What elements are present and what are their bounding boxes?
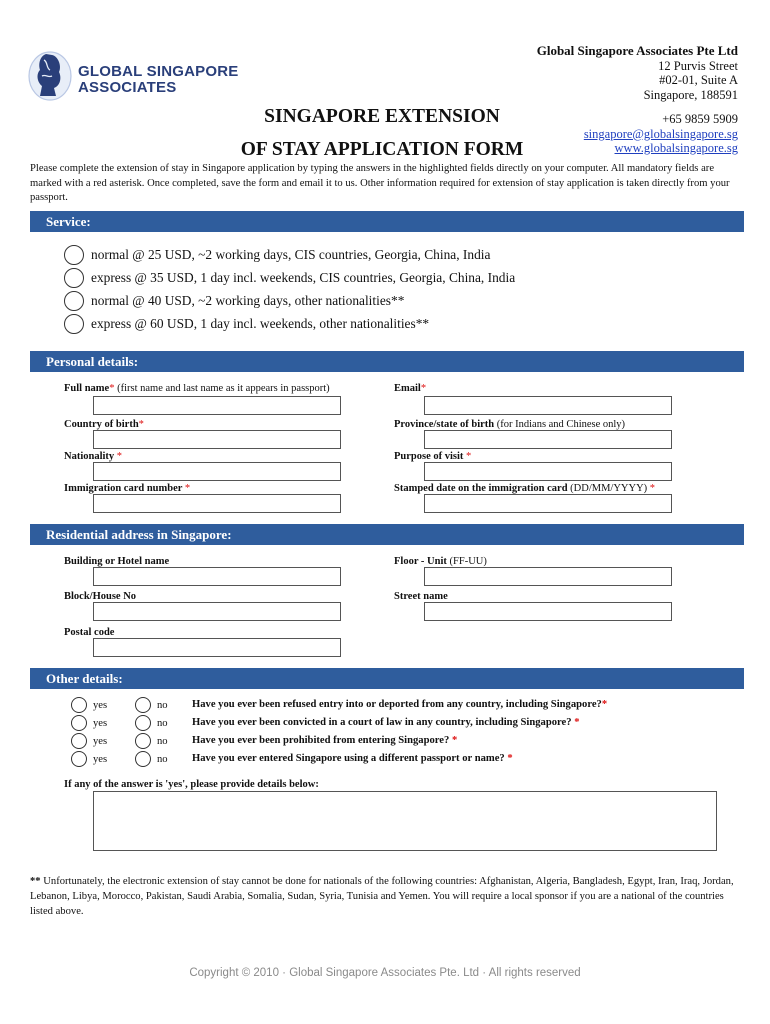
logo-line-2: ASSOCIATES [78,79,177,96]
details-textarea[interactable] [93,791,717,851]
required-asterisk: * [601,699,608,710]
q1-yes-radio[interactable] [71,697,87,713]
copyright-text: Copyright © 2010 · Global Singapore Associates Pte. Ltd · All rights reserved [189,967,581,979]
required-asterisk: * [138,419,144,430]
service-radio-3[interactable] [64,291,84,311]
stamped-date-field[interactable] [424,494,672,513]
stamped-date-label-text: Stamped date on the immigration card [394,483,568,494]
question-2-text: Have you ever been convicted in a court of law in any country, including Singapore? [192,717,575,728]
company-unit: #02-01, Suite A [659,73,738,87]
service-option-label: normal @ 40 USD, ~2 working days, other nationalities** [91,293,405,308]
q4-no-radio[interactable] [135,751,151,767]
no-label: no [157,735,168,747]
service-option-1[interactable] [64,244,490,266]
intro-text: Please complete the extension of stay in Singapore application by typing the answers in the highlighted fields directly on your computer. All mandatory fields are marked with a red asterisk. Once completed, save the form and email it to us. Other information required for extension of stay application is taken directly from your passport. [30,163,730,203]
required-asterisk: * [649,483,656,494]
street-label-text: Street name [394,591,448,602]
full-name-label-text: Full name [64,383,110,394]
q3-no-option[interactable] [135,733,168,749]
company-website-link[interactable]: www.globalsingapore.sg [614,141,738,155]
no-label: no [157,753,168,765]
service-option-4[interactable] [64,313,429,335]
q3-no-radio[interactable] [135,733,151,749]
footnote [30,874,746,919]
service-radio-1[interactable] [64,245,84,265]
q2-no-option[interactable] [135,715,168,731]
details-label-text: If any of the answer is 'yes', please provide details below: [64,779,319,790]
form-title [232,100,532,166]
question-1-text: Have you ever been refused entry into or deported from any country, including Singapore? [192,699,602,710]
block-label-text: Block/House No [64,591,137,602]
company-email-link[interactable]: singapore@globalsingapore.sg [583,126,738,141]
company-contact-block [537,44,738,156]
service-radio-4[interactable] [64,314,84,334]
service-option-label: normal @ 25 USD, ~2 working days, CIS countries, Georgia, China, India [91,247,491,262]
company-name: Global Singapore Associates Pte Ltd [536,43,738,58]
building-label-text: Building or Hotel name [64,556,170,567]
footnote-mark: ** [30,876,41,887]
province-of-birth-note: (for Indians and Chinese only) [494,419,626,430]
required-asterisk: * [451,735,458,746]
country-of-birth-field[interactable] [93,430,341,449]
personal-section-header: Personal details: [30,351,744,372]
purpose-of-visit-label-text: Purpose of visit [394,451,467,462]
logo-line-1: GLOBAL SINGAPORE [78,63,239,80]
required-asterisk: * [466,451,472,462]
purpose-of-visit-field[interactable] [424,462,672,481]
question-1 [192,697,607,713]
yes-label: yes [93,717,108,729]
question-4-text: Have you ever entered Singapore using a different passport or name? [192,753,508,764]
other-section-header: Other details: [30,668,744,689]
nationality-field[interactable] [93,462,341,481]
required-asterisk: * [507,753,513,764]
country-of-birth-label-text: Country of birth [64,419,139,430]
question-2 [192,715,579,731]
building-field[interactable] [93,567,341,586]
q2-no-radio[interactable] [135,715,151,731]
full-name-field[interactable] [93,396,341,415]
service-section-header: Service: [30,211,744,232]
service-option-label: express @ 60 USD, 1 day incl. weekends, other nationalities** [91,316,430,331]
form-title-line-2: OF STAY APPLICATION FORM [240,139,524,160]
q2-yes-radio[interactable] [71,715,87,731]
company-city: Singapore, 188591 [643,87,738,102]
q4-no-option[interactable] [135,751,168,767]
full-name-label [64,383,330,395]
full-name-note: (first name and last name as it appears in passport) [114,383,330,394]
q3-yes-option[interactable] [71,733,107,749]
question-3 [192,733,457,749]
floor-unit-label-text: Floor - Unit [394,556,447,567]
required-asterisk: * [116,451,123,462]
q2-yes-option[interactable] [71,715,107,731]
required-asterisk: * [420,383,427,394]
immigration-card-label-text: Immigration card number [64,483,185,494]
yes-label: yes [93,699,108,711]
required-asterisk: * [184,483,191,494]
footnote-text: Unfortunately, the electronic extension of stay cannot be done for nationals of the following countries: Afghanistan, Algeria, Bangladesh, Egypt, Iran, Iraq, Jordan, Lebanon, Libya, Morocco, Pakistan, Saudi Arabia, Somalia, Sudan, Syria, Tunisia and Yemen. You will require a local sponsor if you are a national of the countries listed above. [30,876,734,917]
block-field[interactable] [93,602,341,621]
yes-label: yes [93,735,108,747]
company-phone: +65 9859 5909 [662,112,738,126]
floor-unit-note: (FF-UU) [446,556,487,567]
q1-no-option[interactable] [135,697,168,713]
form-title-line-1: SINGAPORE EXTENSION [264,106,500,127]
question-4 [192,751,513,767]
postal-code-label-text: Postal code [64,627,115,638]
yes-label: yes [93,753,108,765]
email-label [394,383,426,395]
email-field[interactable] [424,396,672,415]
street-field[interactable] [424,602,672,621]
q1-no-radio[interactable] [135,697,151,713]
q4-yes-radio[interactable] [71,751,87,767]
required-asterisk: * [574,717,580,728]
province-of-birth-field[interactable] [424,430,672,449]
required-asterisk: * [109,383,115,394]
service-option-2[interactable] [64,267,515,289]
question-3-text: Have you ever been prohibited from entering Singapore? [192,735,452,746]
floor-unit-field[interactable] [424,567,672,586]
q4-yes-option[interactable] [71,751,107,767]
immigration-card-field[interactable] [93,494,341,513]
nationality-label-text: Nationality [64,451,117,462]
address-section-header: Residential address in Singapore: [30,524,744,545]
postal-code-field[interactable] [93,638,341,657]
q3-yes-radio[interactable] [71,733,87,749]
no-label: no [157,699,168,711]
service-radio-2[interactable] [64,268,84,288]
service-option-label: express @ 35 USD, 1 day incl. weekends, CIS countries, Georgia, China, India [91,270,516,285]
no-label: no [157,717,168,729]
province-of-birth-label-text: Province/state of birth [394,419,495,430]
service-option-3[interactable] [64,290,404,312]
company-street: 12 Purvis Street [658,58,738,73]
lion-logo-icon [26,46,74,102]
details-label [64,779,319,791]
email-label-text: Email [394,383,421,394]
company-logo-text [78,64,238,96]
q1-yes-option[interactable] [71,697,107,713]
stamped-date-note: (DD/MM/YYYY) [567,483,650,494]
